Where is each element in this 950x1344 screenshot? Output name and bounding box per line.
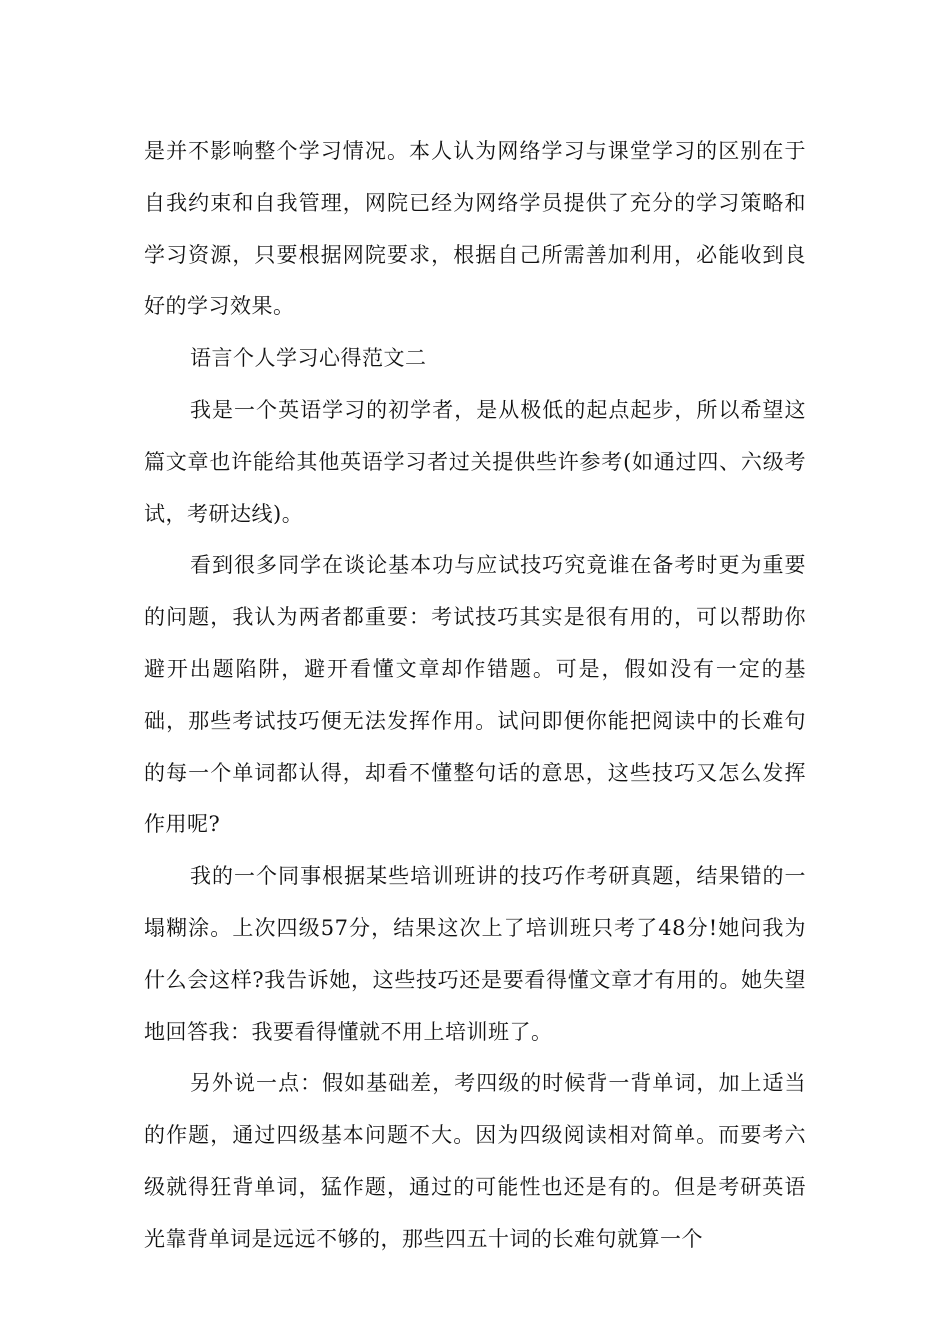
paragraph-colleague: 我的一个同事根据某些培训班讲的技巧作考研真题，结果错的一塌糊涂。上次四级57分，结果这次上了培训班只考了48分!她问我为什么会这样?我告诉她，这些技巧还是要看得懂文章才有用的。她失望地回答我：我要看得懂就不用上培训班了。 — [144, 864, 806, 1044]
section-heading: 语言个人学习心得范文二 — [190, 346, 427, 371]
paragraph-skills: 看到很多同学在谈论基本功与应试技巧究竟谁在备考时更为重要的问题，我认为两者都重要：考试技巧其实是很有用的，可以帮助你避开出题陷阱，避开看懂文章却作错题。可是，假如没有一定的基础，那些考试技巧便无法发挥作用。试问即便你能把阅读中的长难句的每一个单词都认得，却看不懂整句话的意思，这些技巧又怎么发挥作用呢? — [144, 553, 806, 837]
document-body — [144, 126, 806, 1266]
paragraph-additional: 另外说一点：假如基础差，考四级的时候背一背单词，加上适当的作题，通过四级基本问题不大。因为四级阅读相对简单。而要考六级就得狂背单词，猛作题，通过的可能性也还是有的。但是考研英语光靠背单词是远远不够的，那些四五十词的长难句就算一个 — [144, 1071, 806, 1251]
paragraph-intro: 我是一个英语学习的初学者，是从极低的起点起步，所以希望这篇文章也许能给其他英语学习者过关提供些许参考(如通过四、六级考试，考研达线)。 — [144, 397, 806, 526]
paragraph-continuation: 是并不影响整个学习情况。本人认为网络学习与课堂学习的区别在于自我约束和自我管理，网院已经为网络学员提供了充分的学习策略和学习资源，只要根据网院要求，根据自己所需善加利用，必能收到良好的学习效果。 — [144, 139, 806, 319]
